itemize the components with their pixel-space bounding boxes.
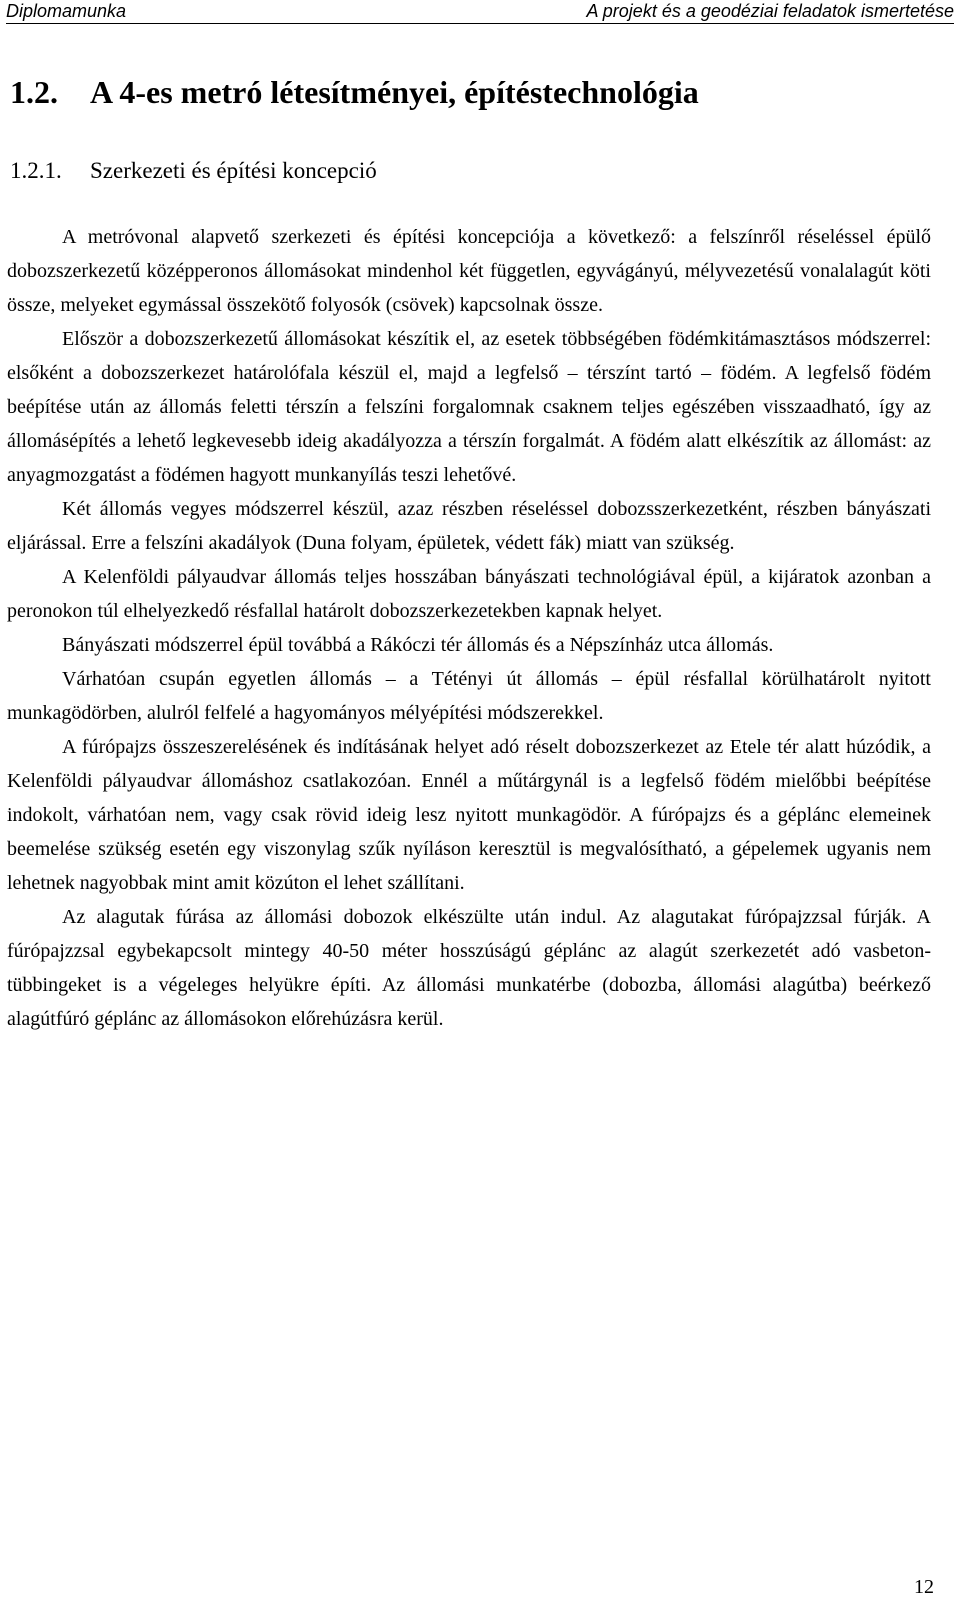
paragraph: Az alagutak fúrása az állomási dobozok elkészülte után indul. Az alagutakat fúrópajzzsal fúrják. A fúrópajzzsal egybekapcsolt mintegy 40-50 méter hosszúságú géplánc az alagút szerkezetét adó vasbeton-tübbingeket is a végeleges helyükre építi. Az állomási munkatérbe (dobozba, állomási alagútba) beérkező alagútfúró géplánc az állomásokon előrehúzásra kerül. (7, 906, 931, 1030)
section-number: 1.2. (10, 74, 58, 110)
subsection-number: 1.2.1. (10, 158, 62, 183)
section-heading (10, 72, 699, 112)
subsection-title: Szerkezeti és építési koncepció (90, 158, 377, 183)
paragraph: Bányászati módszerrel épül továbbá a Rákóczi tér állomás és a Népszínház utca állomás. (62, 634, 774, 656)
header-divider (6, 23, 954, 24)
paragraph: A Kelenföldi pályaudvar állomás teljes hosszában bányászati technológiával épül, a kijáratok azonban a peronokon túl elhelyezkedő résfallal határolt dobozszerkezetekben kapnak helyet. (7, 566, 931, 622)
header-document-type: Diplomamunka (6, 1, 127, 21)
paragraph: A fúrópajzs összeszerelésének és indításának helyet adó réselt dobozszerkezet az Etele tér alatt húzódik, a Kelenföldi pályaudvar állomáshoz csatlakozóan. Ennél a műtárgynál is a legfelső födém mielőbbi beépítése indokolt, várhatóan nem, vagy csak rövid ideig lesz nyitott munkagödör. A fúrópajzs és a géplánc elemeinek beemelése szükség esetén egy viszonylag szűk nyíláson keresztül is megvalósítható, a gépelemek ugyanis nem lehetnek nagyobbak mint amit közúton el lehet szállítani. (7, 736, 931, 894)
body-text (7, 220, 931, 1036)
page-header (6, 0, 954, 22)
page-number: 12 (914, 1576, 934, 1598)
paragraph: Két állomás vegyes módszerrel készül, azaz részben réseléssel dobozsszerkezetként, részben bányászati eljárással. Erre a felszíni akadályok (Duna folyam, épületek, védett fák) miatt van szükség. (7, 498, 931, 554)
paragraph: A metróvonal alapvető szerkezeti és építési koncepciója a következő: a felszínről réseléssel épülő dobozszerkezetű középperonos állomásokat mindenhol két független, egyvágányú, mélyvezetésű vonalalagút köti össze, melyeket egymással összekötő folyosók (csövek) kapcsolnak össze. (7, 226, 931, 316)
paragraph: Először a dobozszerkezetű állomásokat készítik el, az esetek többségében födémkitámasztásos módszerrel: elsőként a dobozszerkezet határolófala készül el, majd a legfelső – térszínt tartó – födém. A legfelső födém beépítése után az állomás feletti térszín a felszíni forgalomnak csaknem teljes egészében visszaadható, így az állomásépítés a lehető legkevesebb ideig akadályozza a térszín forgalmát. A födém alatt elkészítik az állomást: az anyagmozgatást a födémen hagyott munkanyílás teszi lehetővé. (7, 328, 931, 486)
section-title: A 4-es metró létesítményei, építéstechnológia (90, 74, 699, 110)
paragraph: Várhatóan csupán egyetlen állomás – a Tétényi út állomás – épül résfallal körülhatárolt nyitott munkagödörben, alulról felfelé a hagyományos mélyépítési módszerekkel. (7, 668, 931, 724)
subsection-heading (10, 156, 377, 186)
header-chapter-title: A projekt és a geodéziai feladatok ismertetése (586, 1, 954, 21)
